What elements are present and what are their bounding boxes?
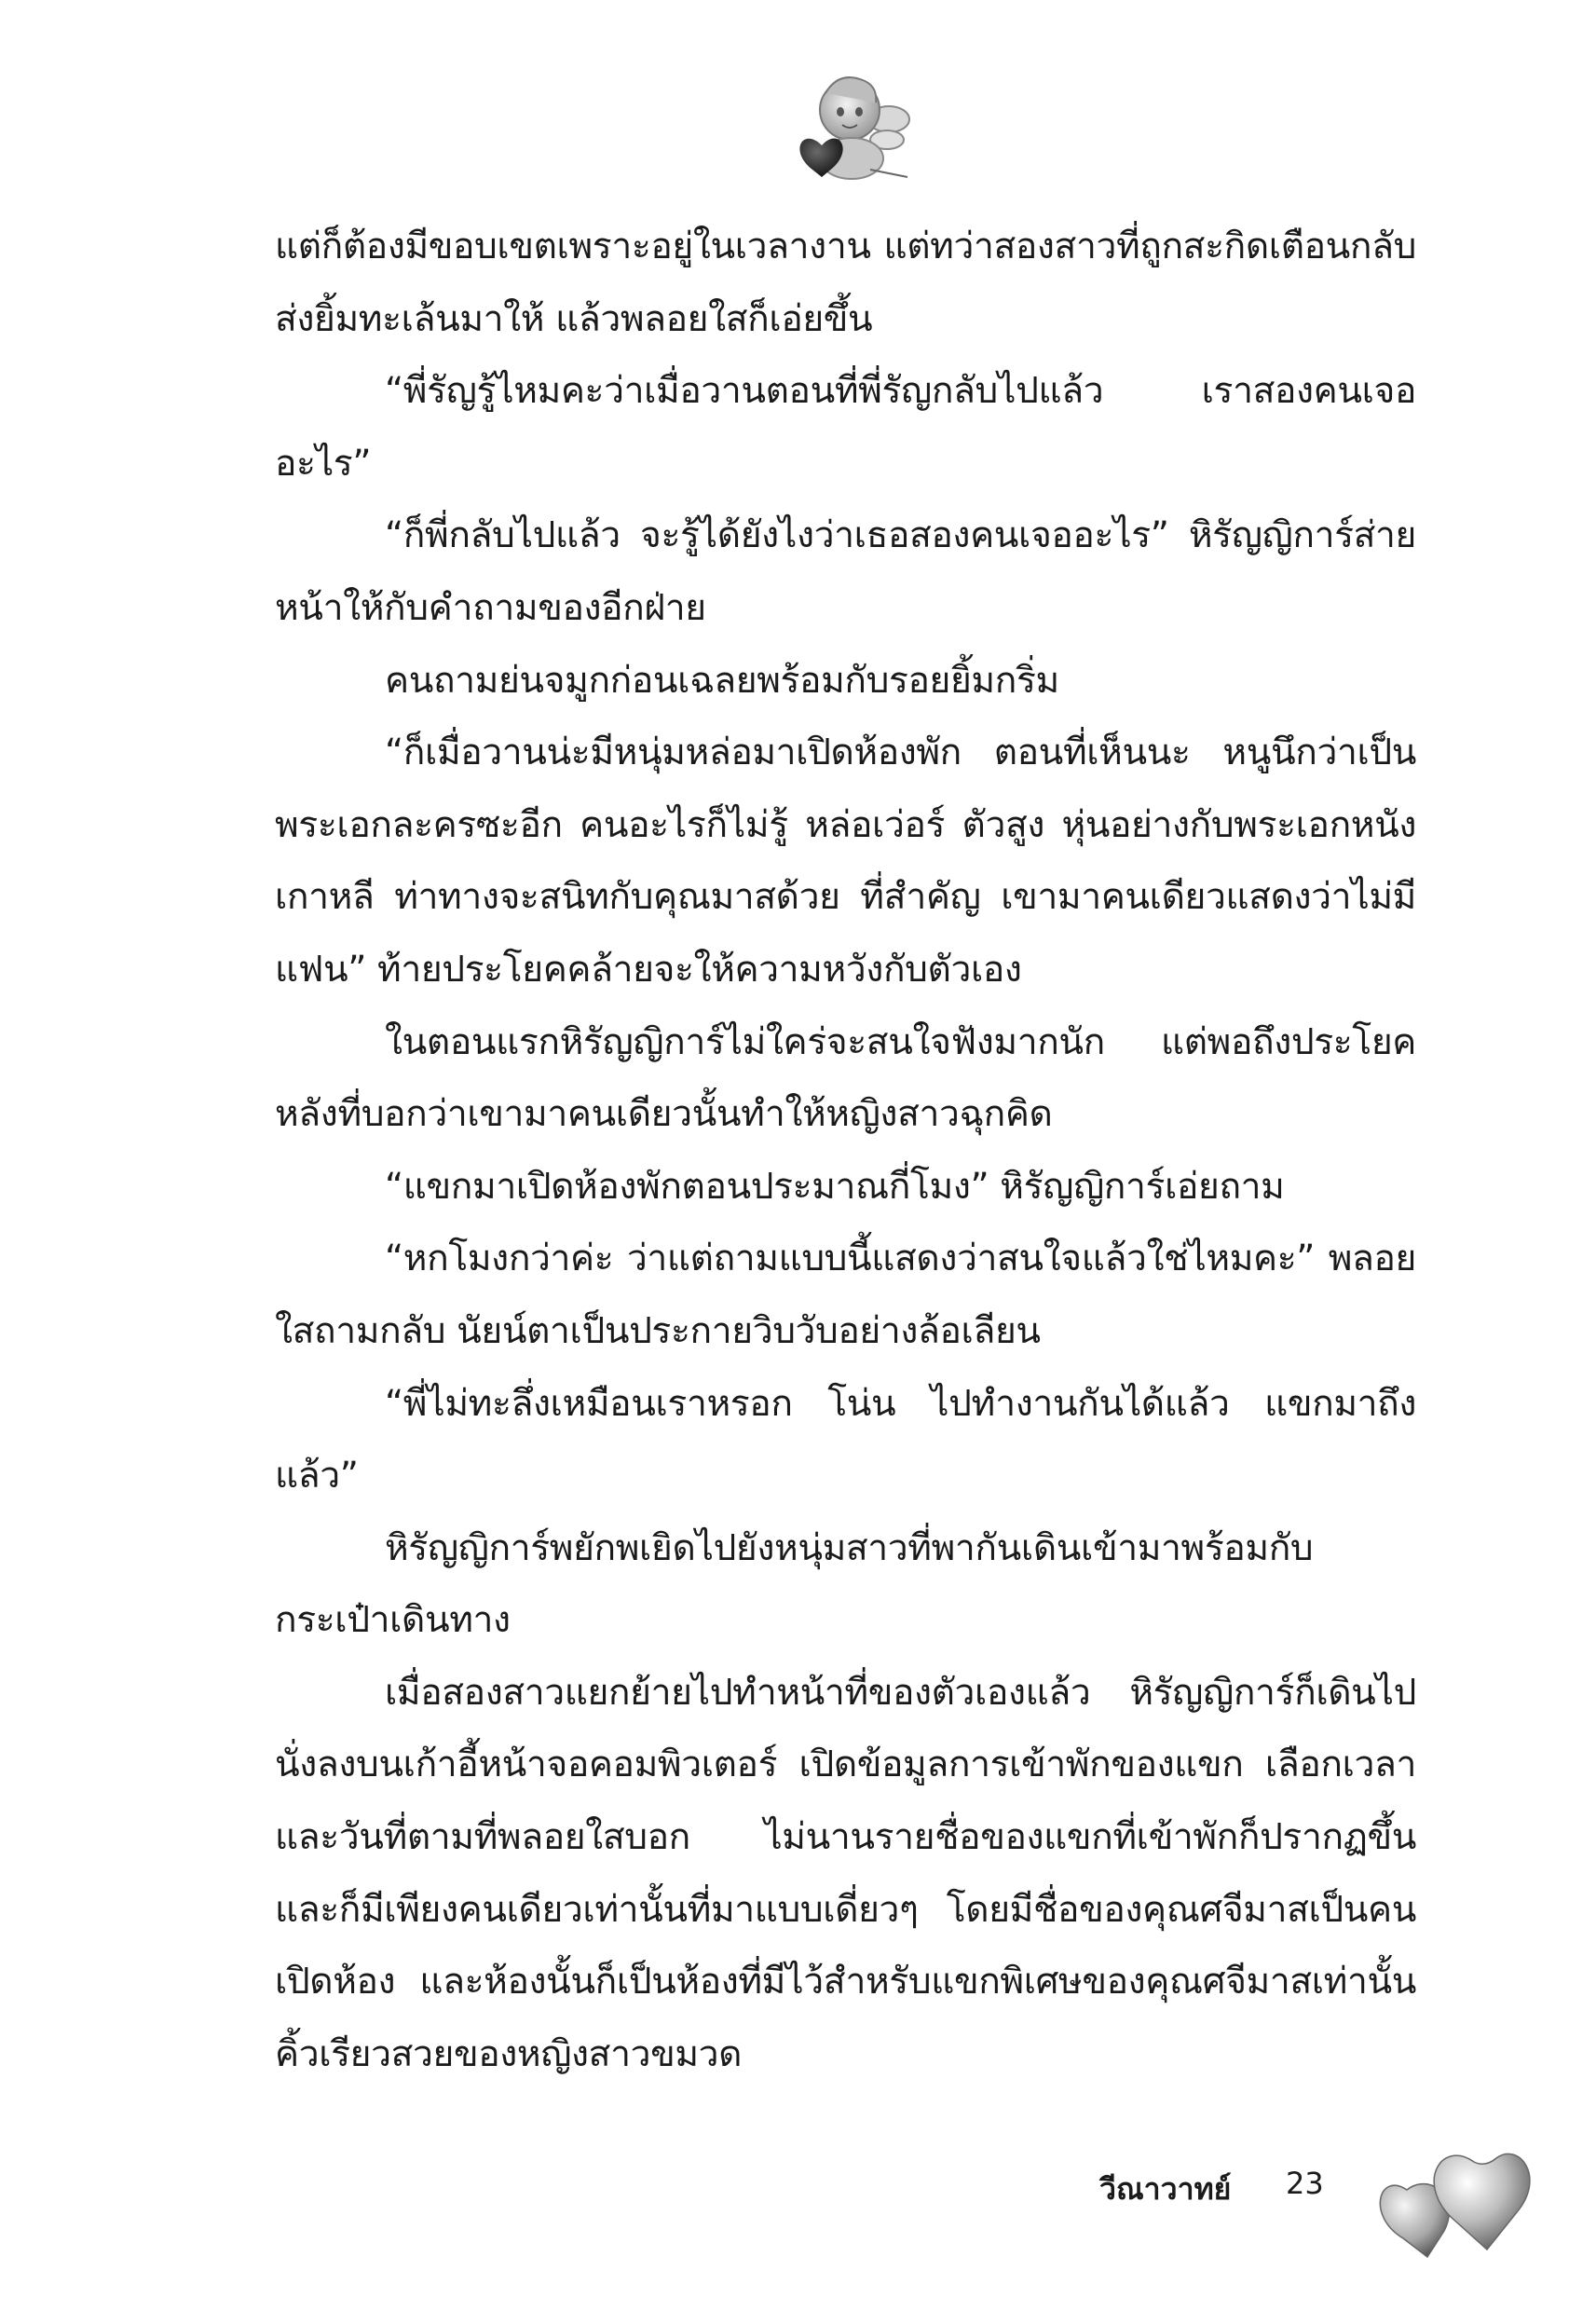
paragraph-3: “ก็พี่กลับไปแล้ว จะรู้ได้ยังไงว่าเธอสองคนเจออะไร” หิรัญญิการ์ส่ายหน้าให้กับคำถามของอีกฝ่าย (275, 514, 1416, 629)
paragraph-9: “พี่ไม่ทะลึ่งเหมือนเราหรอก โน่น ไปทำงานกันได้แล้ว แขกมาถึงแล้ว” (275, 1382, 1416, 1497)
paragraph-1: แต่ก็ต้องมีขอบเขตเพราะอยู่ในเวลางาน แต่ทว่าสองสาวที่ถูกสะกิดเตือนกลับส่งยิ้มทะเล้นมาให้ แล้วพลอยใสก็เอ่ยขึ้น (275, 226, 1416, 340)
paragraph-10: หิรัญญิการ์พยักพเยิดไปยังหนุ่มสาวที่พากันเดินเข้ามาพร้อมกับกระเป๋าเดินทาง (275, 1526, 1314, 1642)
paragraph-6: ในตอนแรกหิรัญญิการ์ไม่ใคร่จะสนใจฟังมากนัก แต่พอถึงประโยคหลังที่บอกว่าเขามาคนเดียวนั้นทำให้หญิงสาวฉุกคิด (275, 1020, 1416, 1136)
paragraph-2: “พี่รัญรู้ไหมคะว่าเมื่อวานตอนที่พี่รัญกลับไปแล้ว เราสองคนเจออะไร” (275, 370, 1416, 485)
cupid-heart-icon (784, 65, 915, 186)
body-text (275, 211, 1416, 2090)
page-footer (1071, 2134, 1556, 2274)
paragraph-11: เมื่อสองสาวแยกย้ายไปทำหน้าที่ของตัวเองแล้ว หิรัญญิการ์ก็เดินไปนั่งลงบนเก้าอี้หน้าจอคอมพิวเตอร์ เปิดข้อมูลการเข้าพักของแขก เลือกเวลาและวันที่ตามที่พลอยใสบอก ไม่นานรายชื่อของแขกที่เข้าพักก็ปรากฏขึ้น และก็มีเพียงคนเดียวเท่านั้นที่มาแบบเดี่ยวๆ โดยมีชื่อของคุณศจีมาสเป็นคนเปิดห้อง และห้องนั้นก็เป็นห้องที่มีไว้สำหรับแขกพิเศษของคุณศจีมาสเท่านั้น คิ้วเรียวสวยของหญิงสาวขมวด (275, 1671, 1416, 2075)
page-number: 23 (1286, 2166, 1324, 2201)
paragraph-8: “หกโมงกว่าค่ะ ว่าแต่ถามแบบนี้แสดงว่าสนใจแล้วใช่ไหมคะ” พลอยใสถามกลับ นัยน์ตาเป็นประกายวิบวับอย่างล้อเลียน (275, 1238, 1416, 1352)
paragraph-5: “ก็เมื่อวานน่ะมีหนุ่มหล่อมาเปิดห้องพัก ตอนที่เห็นนะ หนูนึกว่าเป็นพระเอกละครซะอีก คนอะไรก็ไม่รู้ หล่อเว่อร์ ตัวสูง หุ่นอย่างกับพระเอกหนังเกาหลี ท่าทางจะสนิทกับคุณมาสด้วย ที่สำคัญ เขามาคนเดียวแสดงว่าไม่มีแฟน” ท้ายประโยคคล้ายจะให้ความหวังกับตัวเอง (275, 732, 1416, 991)
paragraph-4: คนถามย่นจมูกก่อนเฉลยพร้อมกับรอยยิ้มกริ่ม (385, 659, 1059, 702)
book-title: วีณาวาทย์ (1099, 2171, 1232, 2207)
hearts-icon (1370, 2134, 1556, 2274)
paragraph-7: “แขกมาเปิดห้องพักตอนประมาณกี่โมง” หิรัญญิการ์เอ่ยถาม (385, 1165, 1285, 1208)
